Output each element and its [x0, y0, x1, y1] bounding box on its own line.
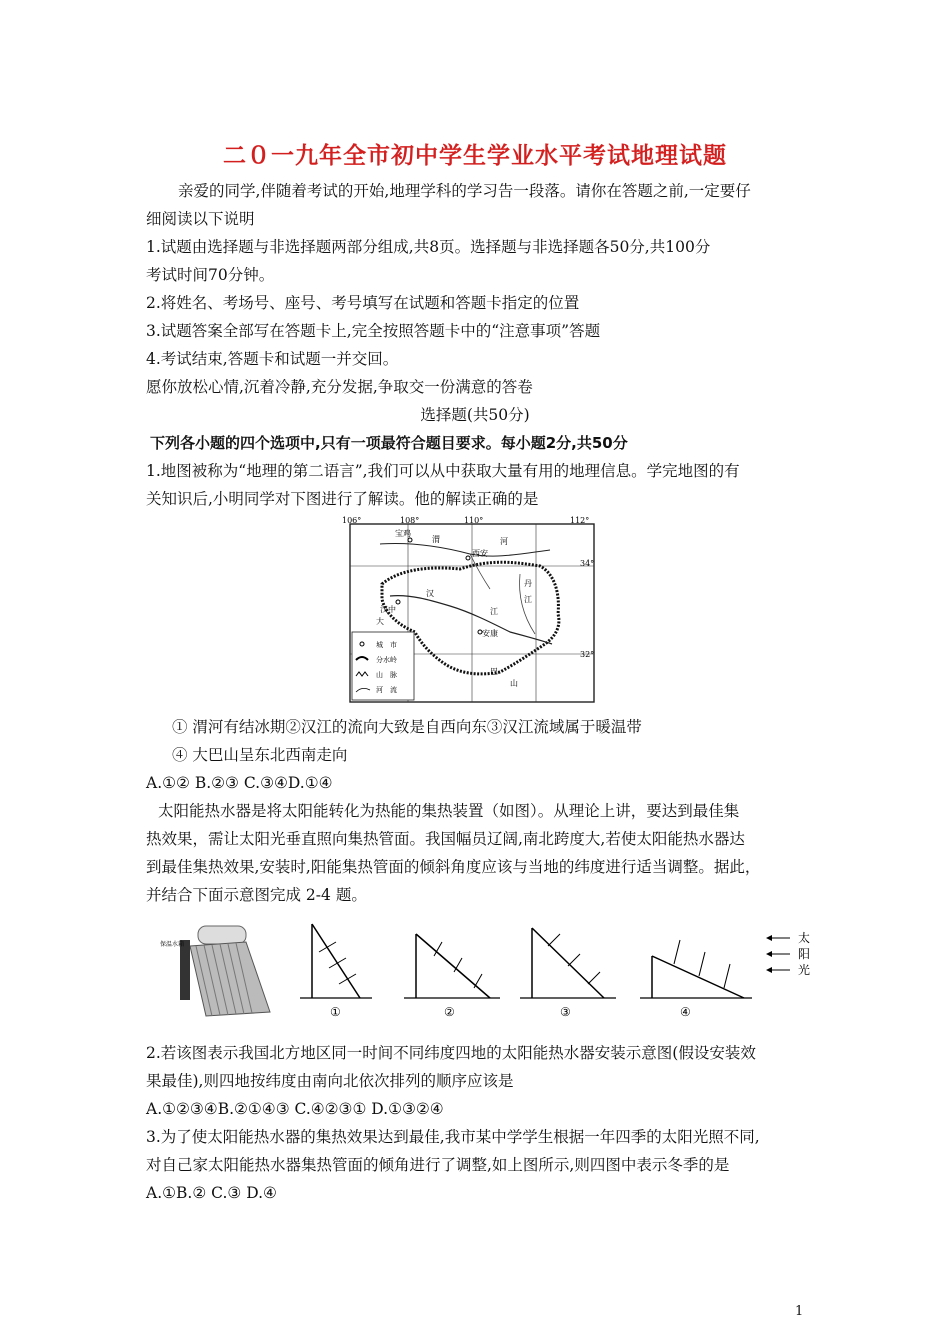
- panel-2: [404, 934, 500, 1019]
- map-lat-34: 34°: [580, 559, 595, 568]
- legend-mountain: 山 脉: [376, 671, 397, 679]
- panel-4: [640, 940, 752, 1019]
- legend-city: 城 市: [376, 641, 397, 649]
- passage-line-4: 并结合下面示意图完成 2-4 题。: [146, 886, 367, 904]
- map-lon-110: 110°: [464, 516, 484, 525]
- passage-line-3: 到最佳集热效果,安装时,阳能集热管面的倾斜角度应该与当地的纬度进行适当调整。据此，: [146, 858, 761, 876]
- q1-line-2: 关知识后,小明同学对下图进行了解读。他的解读正确的是: [146, 490, 539, 508]
- q3-line-1: 3.为了使太阳能热水器的集热效果达到最佳,我市某中学学生根据一年四季的太阳光照不同,: [146, 1128, 760, 1146]
- map-label-jiang2: 江: [524, 595, 532, 604]
- map-label-he: 河: [500, 537, 508, 546]
- map-label-wei: 渭: [432, 535, 440, 544]
- map-city-ankang: 安康: [482, 629, 498, 638]
- map-lon-108: 108°: [400, 516, 420, 525]
- map-label-ba: 巴: [490, 667, 498, 676]
- q2-line-1: 2.若该图表示我国北方地区同一时间不同纬度四地的太阳能热水器安装示意图(假设安装效: [146, 1044, 756, 1062]
- map-lon-106: 106°: [342, 516, 362, 525]
- q1-options: A.①② B.②③ C.③④D.①④: [146, 774, 333, 792]
- intro-line-1: 亲爱的同学,伴随着考试的开始,地理学科的学习告一段落。请你在答题之前,一定要仔: [178, 182, 751, 200]
- heater-label: 保温水箱: [160, 941, 185, 948]
- panel-3: [520, 928, 616, 1019]
- map-label-da: 大: [376, 617, 384, 626]
- legend-river: 河 流: [376, 686, 397, 694]
- map-city-baoji: 宝鸡: [395, 529, 411, 538]
- page-number: 1: [795, 1304, 804, 1319]
- q3-line-2: 对自己家太阳能热水器集热管面的倾角进行了调整,如上图所示,则四图中表示冬季的是: [146, 1156, 730, 1174]
- map-lon-112: 112°: [570, 516, 590, 525]
- map-city-hanzhong: 汉中: [380, 605, 396, 614]
- legend-divide: 分水岭: [376, 656, 397, 664]
- panel-1-label: ①: [330, 1005, 341, 1019]
- passage-line-2: 热效果，需让太阳光垂直照向集热管面。我国幅员辽阔,南北跨度大,若使太阳能热水器达: [146, 830, 745, 848]
- instruction-item-2: 2.将姓名、考场号、座号、考号填写在试题和答题卡指定的位置: [146, 294, 580, 312]
- sun-label-1: 太: [798, 931, 811, 945]
- map-label-han: 汉: [426, 589, 434, 598]
- q2-options: A.①②③④B.②①④③ C.④②③① D.①③②④: [146, 1100, 444, 1118]
- instruction-item-1a: 1.试题由选择题与非选择题两部分组成,共8页。选择题与非选择题各50分,共100分: [146, 238, 711, 256]
- solar-heater-photo: [160, 926, 270, 1016]
- panel-4-label: ④: [680, 1005, 691, 1019]
- panel-1: [300, 924, 372, 1019]
- q1-statements-2: ④ 大巴山呈东北西南走向: [172, 746, 348, 764]
- q2-line-2: 果最佳),则四地按纬度由南向北依次排列的顺序应该是: [146, 1072, 514, 1090]
- solar-heater-figure: [160, 912, 820, 1024]
- sunlight-legend: [766, 930, 810, 977]
- instruction-item-1b: 考试时间70分钟。: [146, 266, 275, 284]
- passage-line-1: 太阳能热水器是将太阳能转化为热能的集热装置（如图）。从理论上讲，要达到最佳集: [158, 802, 740, 820]
- map-label-shan: 山: [510, 679, 518, 688]
- map-lat-32: 32°: [580, 650, 595, 659]
- instruction-item-3: 3.试题答案全部写在答题卡上,完全按照答题卡中的“注意事项”答题: [146, 322, 601, 340]
- q3-options: A.①B.② C.③ D.④: [146, 1184, 277, 1202]
- wish-line: 愿你放松心情,沉着冷静,充分发据,争取交一份满意的答卷: [146, 378, 533, 396]
- hanjiang-basin-map: [340, 514, 602, 706]
- q1-line-1: 1.地图被称为“地理的第二语言”,我们可以从中获取大量有用的地理信息。学完地图的有: [146, 462, 740, 480]
- section-instruction: 下列各小题的四个选项中,只有一项最符合题目要求。每小题2分,共50分: [150, 434, 628, 452]
- map-label-dan: 丹: [524, 579, 532, 588]
- map-label-jiang: 江: [490, 607, 498, 616]
- section-heading: 选择题(共50分): [420, 406, 530, 424]
- panel-2-label: ②: [444, 1005, 455, 1019]
- exam-title: 二０一九年全市初中学生学业水平考试地理试题: [223, 143, 727, 169]
- q1-statements-1: ① 渭河有结冰期②汉江的流向大致是自西向东③汉江流域属于暖温带: [172, 718, 642, 736]
- intro-line-2: 细阅读以下说明: [146, 210, 255, 228]
- map-city-xian: 西安: [472, 549, 488, 558]
- panel-3-label: ③: [560, 1005, 571, 1019]
- sun-label-3: 光: [798, 963, 811, 977]
- instruction-item-4: 4.考试结束,答题卡和试题一并交回。: [146, 350, 399, 368]
- sun-label-2: 阳: [798, 947, 811, 961]
